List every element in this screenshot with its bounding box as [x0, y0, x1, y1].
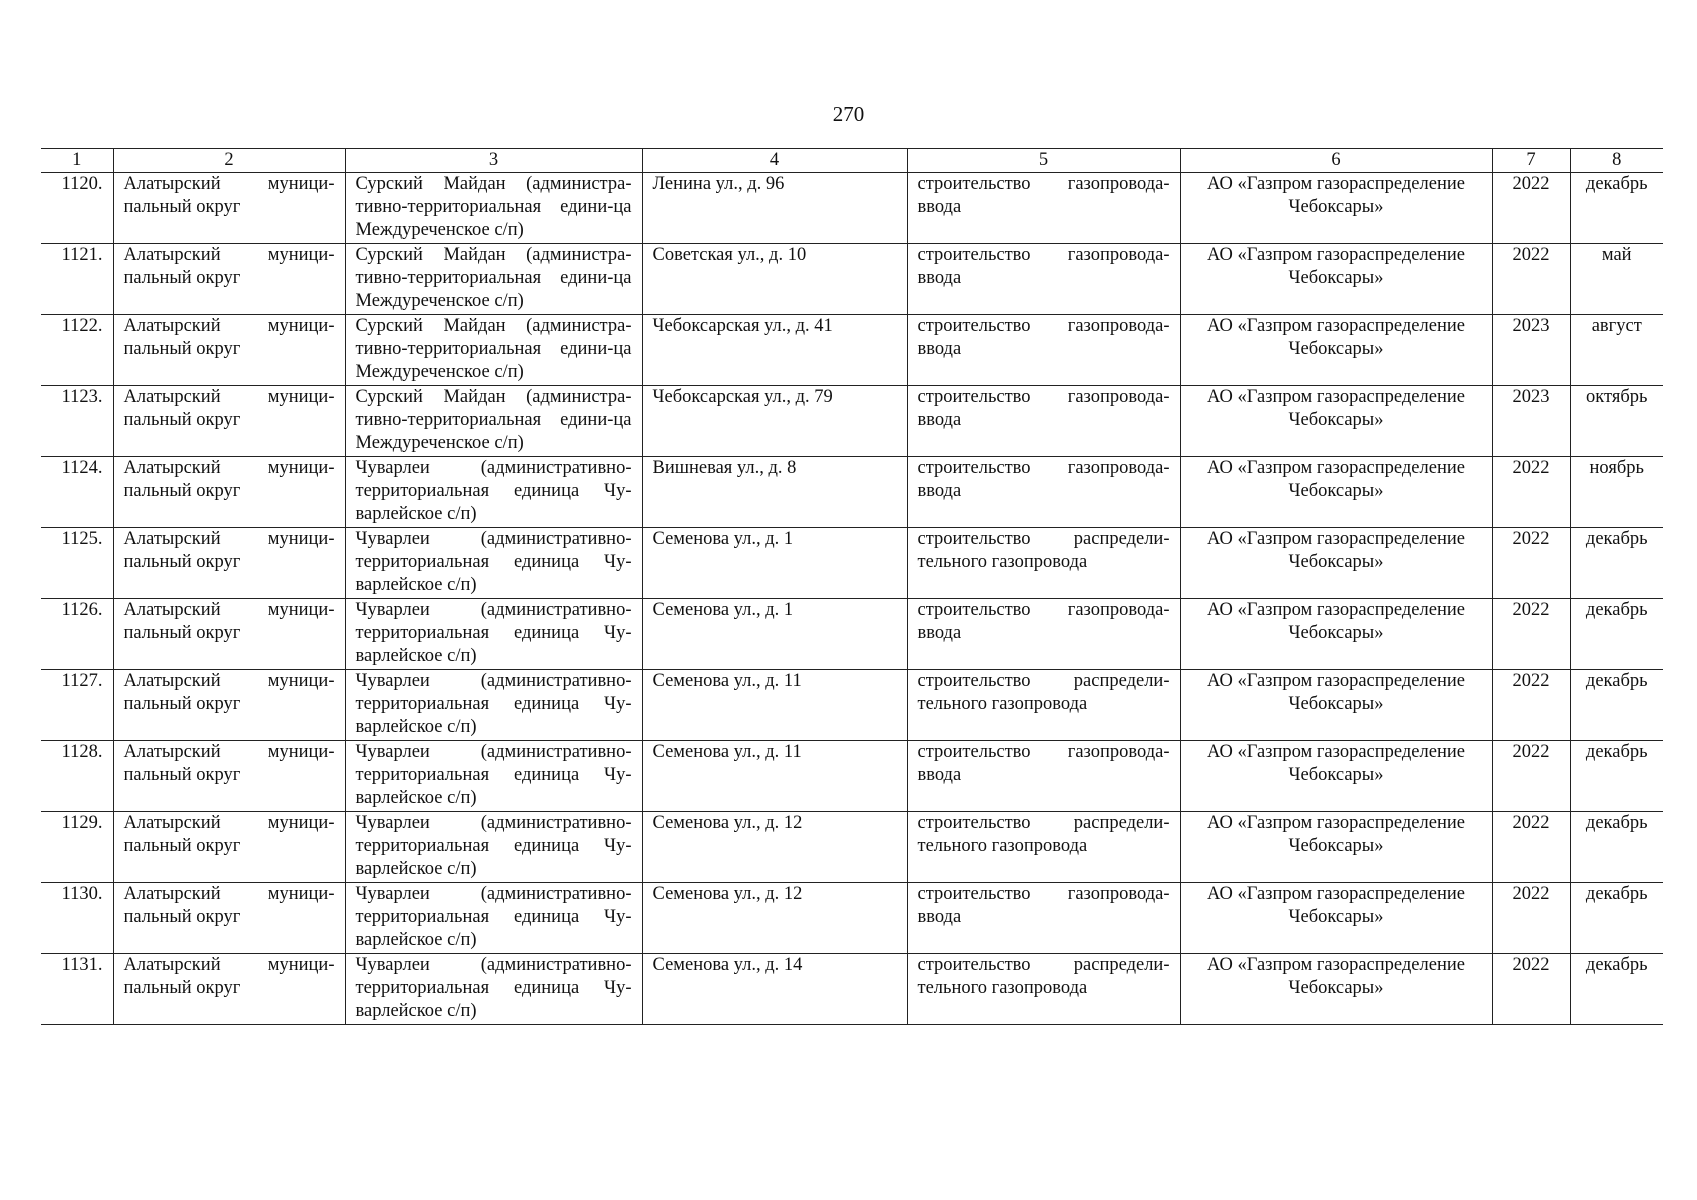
table-row — [41, 244, 1663, 315]
organization-cell: АО «Газпром газораспределение Чебоксары» — [1180, 954, 1492, 1025]
year-cell: 2022 — [1492, 457, 1570, 528]
row-number-cell: 1123. — [41, 386, 113, 457]
district-cell: Алатырский муници-пальный округ — [113, 457, 345, 528]
row-number-cell: 1129. — [41, 812, 113, 883]
locality-cell: Сурский Майдан (администра-тивно-территориальная едини-ца Междуреченское с/п) — [345, 173, 642, 244]
row-number-cell: 1126. — [41, 599, 113, 670]
table-row — [41, 457, 1663, 528]
organization-cell: АО «Газпром газораспределение Чебоксары» — [1180, 883, 1492, 954]
month-cell: май — [1570, 244, 1663, 315]
year-cell: 2022 — [1492, 741, 1570, 812]
month-cell: декабрь — [1570, 599, 1663, 670]
table-row — [41, 528, 1663, 599]
address-cell: Ленина ул., д. 96 — [642, 173, 907, 244]
column-header: 5 — [907, 149, 1180, 173]
row-number-cell: 1131. — [41, 954, 113, 1025]
locality-cell: Сурский Майдан (администра-тивно-территориальная едини-ца Междуреченское с/п) — [345, 386, 642, 457]
locality-cell: Сурский Майдан (администра-тивно-территориальная едини-ца Междуреченское с/п) — [345, 315, 642, 386]
data-table — [41, 148, 1663, 1025]
table-row — [41, 883, 1663, 954]
address-cell: Чебоксарская ул., д. 79 — [642, 386, 907, 457]
year-cell: 2022 — [1492, 173, 1570, 244]
district-cell: Алатырский муници-пальный округ — [113, 244, 345, 315]
column-header: 7 — [1492, 149, 1570, 173]
row-number-cell: 1127. — [41, 670, 113, 741]
table-row — [41, 741, 1663, 812]
year-cell: 2023 — [1492, 386, 1570, 457]
column-header: 6 — [1180, 149, 1492, 173]
table-row — [41, 386, 1663, 457]
header-row — [41, 149, 1663, 173]
address-cell: Семенова ул., д. 11 — [642, 670, 907, 741]
month-cell: декабрь — [1570, 173, 1663, 244]
organization-cell: АО «Газпром газораспределение Чебоксары» — [1180, 173, 1492, 244]
district-cell: Алатырский муници-пальный округ — [113, 315, 345, 386]
year-cell: 2022 — [1492, 244, 1570, 315]
table-row — [41, 315, 1663, 386]
address-cell: Семенова ул., д. 11 — [642, 741, 907, 812]
district-cell: Алатырский муници-пальный округ — [113, 528, 345, 599]
month-cell: декабрь — [1570, 528, 1663, 599]
row-number-cell: 1128. — [41, 741, 113, 812]
work-type-cell: строительство газопровода-ввода — [907, 244, 1180, 315]
organization-cell: АО «Газпром газораспределение Чебоксары» — [1180, 528, 1492, 599]
month-cell: декабрь — [1570, 741, 1663, 812]
locality-cell: Чуварлеи (административно-территориальная единица Чу-варлейское с/п) — [345, 741, 642, 812]
year-cell: 2022 — [1492, 954, 1570, 1025]
organization-cell: АО «Газпром газораспределение Чебоксары» — [1180, 812, 1492, 883]
district-cell: Алатырский муници-пальный округ — [113, 812, 345, 883]
organization-cell: АО «Газпром газораспределение Чебоксары» — [1180, 315, 1492, 386]
locality-cell: Сурский Майдан (администра-тивно-территориальная едини-ца Междуреченское с/п) — [345, 244, 642, 315]
locality-cell: Чуварлеи (административно-территориальная единица Чу-варлейское с/п) — [345, 457, 642, 528]
month-cell: декабрь — [1570, 812, 1663, 883]
year-cell: 2022 — [1492, 812, 1570, 883]
locality-cell: Чуварлеи (административно-территориальная единица Чу-варлейское с/п) — [345, 528, 642, 599]
year-cell: 2022 — [1492, 670, 1570, 741]
page-number: 270 — [832, 102, 865, 126]
address-cell: Семенова ул., д. 12 — [642, 883, 907, 954]
column-header: 2 — [113, 149, 345, 173]
district-cell: Алатырский муници-пальный округ — [113, 599, 345, 670]
row-number-cell: 1120. — [41, 173, 113, 244]
work-type-cell: строительство газопровода-ввода — [907, 599, 1180, 670]
work-type-cell: строительство газопровода-ввода — [907, 315, 1180, 386]
table-body — [41, 173, 1663, 1025]
month-cell: декабрь — [1570, 883, 1663, 954]
address-cell: Советская ул., д. 10 — [642, 244, 907, 315]
organization-cell: АО «Газпром газораспределение Чебоксары» — [1180, 599, 1492, 670]
district-cell: Алатырский муници-пальный округ — [113, 954, 345, 1025]
year-cell: 2023 — [1492, 315, 1570, 386]
work-type-cell: строительство газопровода-ввода — [907, 173, 1180, 244]
year-cell: 2022 — [1492, 883, 1570, 954]
locality-cell: Чуварлеи (административно-территориальная единица Чу-варлейское с/п) — [345, 954, 642, 1025]
work-type-cell: строительство газопровода-ввода — [907, 741, 1180, 812]
locality-cell: Чуварлеи (административно-территориальная единица Чу-варлейское с/п) — [345, 599, 642, 670]
address-cell: Семенова ул., д. 1 — [642, 599, 907, 670]
district-cell: Алатырский муници-пальный округ — [113, 386, 345, 457]
organization-cell: АО «Газпром газораспределение Чебоксары» — [1180, 741, 1492, 812]
column-header: 1 — [41, 149, 113, 173]
district-cell: Алатырский муници-пальный округ — [113, 883, 345, 954]
column-header: 4 — [642, 149, 907, 173]
locality-cell: Чуварлеи (административно-территориальная единица Чу-варлейское с/п) — [345, 670, 642, 741]
row-number-cell: 1125. — [41, 528, 113, 599]
work-type-cell: строительство газопровода-ввода — [907, 883, 1180, 954]
table-row — [41, 599, 1663, 670]
organization-cell: АО «Газпром газораспределение Чебоксары» — [1180, 670, 1492, 741]
month-cell: ноябрь — [1570, 457, 1663, 528]
table-row — [41, 812, 1663, 883]
table-row — [41, 954, 1663, 1025]
month-cell: декабрь — [1570, 954, 1663, 1025]
table-row — [41, 173, 1663, 244]
work-type-cell: строительство газопровода-ввода — [907, 457, 1180, 528]
row-number-cell: 1121. — [41, 244, 113, 315]
work-type-cell: строительство распредели-тельного газопровода — [907, 954, 1180, 1025]
work-type-cell: строительство распредели-тельного газопровода — [907, 670, 1180, 741]
data-table-container — [41, 148, 1663, 1025]
address-cell: Семенова ул., д. 14 — [642, 954, 907, 1025]
row-number-cell: 1130. — [41, 883, 113, 954]
work-type-cell: строительство газопровода-ввода — [907, 386, 1180, 457]
locality-cell: Чуварлеи (административно-территориальная единица Чу-варлейское с/п) — [345, 883, 642, 954]
table-row — [41, 670, 1663, 741]
month-cell: октябрь — [1570, 386, 1663, 457]
organization-cell: АО «Газпром газораспределение Чебоксары» — [1180, 457, 1492, 528]
column-header: 3 — [345, 149, 642, 173]
organization-cell: АО «Газпром газораспределение Чебоксары» — [1180, 386, 1492, 457]
district-cell: Алатырский муници-пальный округ — [113, 741, 345, 812]
district-cell: Алатырский муници-пальный округ — [113, 173, 345, 244]
row-number-cell: 1124. — [41, 457, 113, 528]
year-cell: 2022 — [1492, 528, 1570, 599]
work-type-cell: строительство распредели-тельного газопровода — [907, 528, 1180, 599]
year-cell: 2022 — [1492, 599, 1570, 670]
month-cell: декабрь — [1570, 670, 1663, 741]
organization-cell: АО «Газпром газораспределение Чебоксары» — [1180, 244, 1492, 315]
column-header: 8 — [1570, 149, 1663, 173]
address-cell: Вишневая ул., д. 8 — [642, 457, 907, 528]
row-number-cell: 1122. — [41, 315, 113, 386]
address-cell: Семенова ул., д. 1 — [642, 528, 907, 599]
district-cell: Алатырский муници-пальный округ — [113, 670, 345, 741]
month-cell: август — [1570, 315, 1663, 386]
address-cell: Чебоксарская ул., д. 41 — [642, 315, 907, 386]
locality-cell: Чуварлеи (административно-территориальная единица Чу-варлейское с/п) — [345, 812, 642, 883]
address-cell: Семенова ул., д. 12 — [642, 812, 907, 883]
work-type-cell: строительство распредели-тельного газопровода — [907, 812, 1180, 883]
